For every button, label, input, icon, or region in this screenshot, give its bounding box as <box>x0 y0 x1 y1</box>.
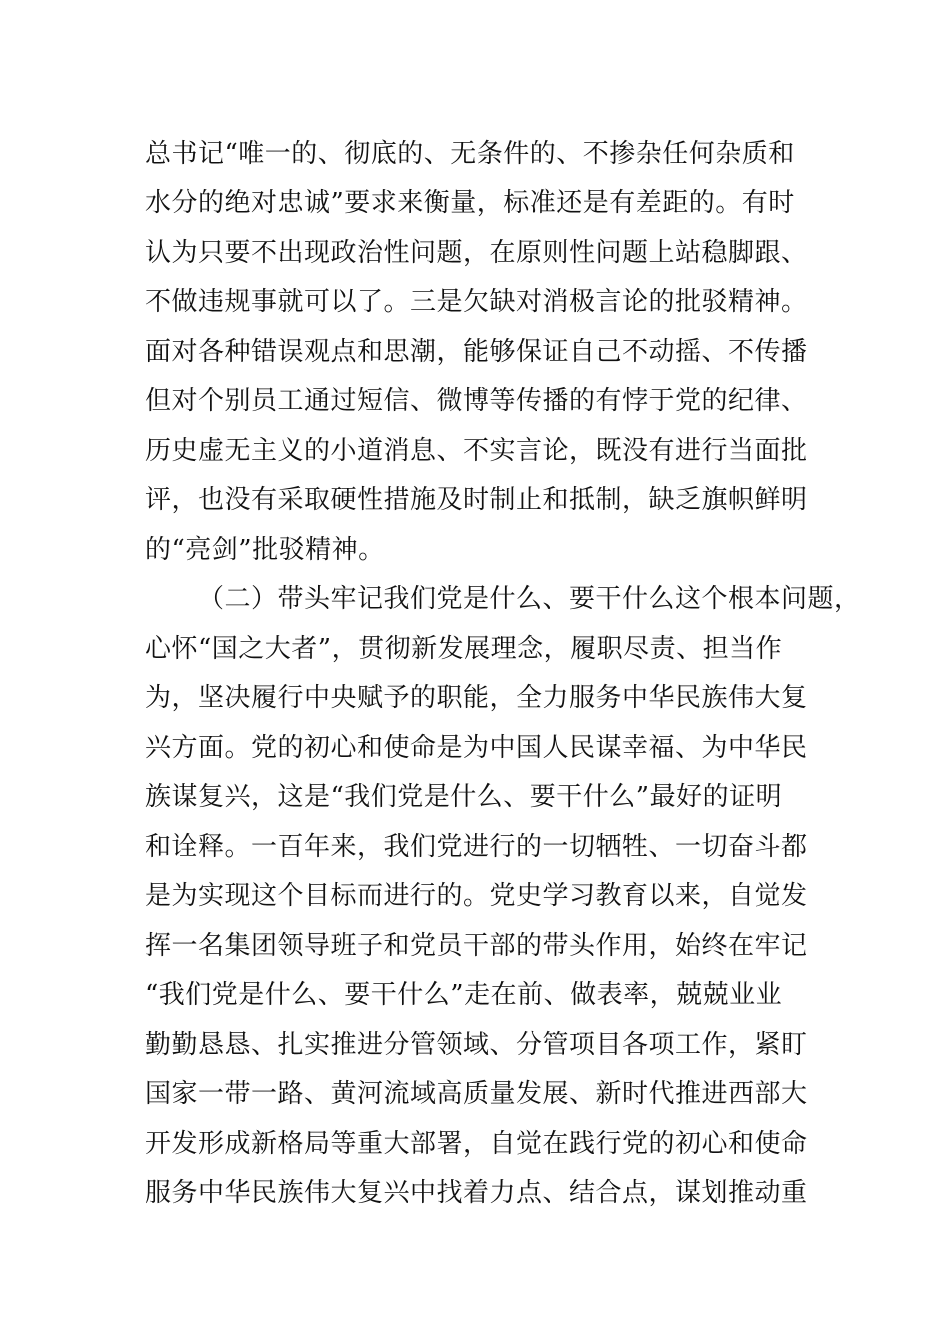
text-line: 评，也没有采取硬性措施及时制止和抵制，缺乏旗帜鲜明 <box>145 485 808 515</box>
paragraph-first-line: （二）带头牢记我们党是什么、要干什么这个根本问题， <box>198 584 861 614</box>
text-line: 勤勤恳恳、扎实推进分管领域、分管项目各项工作，紧盯 <box>145 1030 808 1060</box>
text-line: 族谋复兴，这是“我们党是什么、要干什么”最好的证明 <box>145 782 783 812</box>
text-line: 开发形成新格局等重大部署，自觉在践行党的初心和使命 <box>145 1129 808 1159</box>
text-line: 不做违规事就可以了。三是欠缺对消极言论的批驳精神。 <box>145 287 808 317</box>
text-line: 历史虚无主义的小道消息、不实言论，既没有进行当面批 <box>145 436 808 466</box>
text-line: 兴方面。党的初心和使命是为中国人民谋幸福、为中华民 <box>145 733 808 763</box>
text-line: 但对个别员工通过短信、微博等传播的有悖于党的纪律、 <box>145 386 808 416</box>
text-line: “我们党是什么、要干什么”走在前、做表率，兢兢业业 <box>145 980 783 1010</box>
text-line: 认为只要不出现政治性问题，在原则性问题上站稳脚跟、 <box>145 238 808 268</box>
text-line: 的“亮剑”批驳精神。 <box>145 535 385 565</box>
text-line: 是为实现这个目标而进行的。党史学习教育以来，自觉发 <box>145 881 808 911</box>
text-line: 服务中华民族伟大复兴中找着力点、结合点，谋划推动重 <box>145 1178 808 1208</box>
text-line: 面对各种错误观点和思潮，能够保证自己不动摇、不传播 <box>145 337 808 367</box>
text-line: 挥一名集团领导班子和党员干部的带头作用，始终在牢记 <box>145 931 808 961</box>
text-line: 和诠释。一百年来，我们党进行的一切牺牲、一切奋斗都 <box>145 832 808 862</box>
text-line: 总书记“唯一的、彻底的、无条件的、不掺杂任何杂质和 <box>145 139 795 169</box>
text-line: 为，坚决履行中央赋予的职能，全力服务中华民族伟大复 <box>145 683 808 713</box>
text-line: 心怀“国之大者”，贯彻新发展理念，履职尽责、担当作 <box>145 634 783 664</box>
text-line: 国家一带一路、黄河流域高质量发展、新时代推进西部大 <box>145 1079 808 1109</box>
text-line: 水分的绝对忠诚”要求来衡量，标准还是有差距的。有时 <box>145 188 795 218</box>
